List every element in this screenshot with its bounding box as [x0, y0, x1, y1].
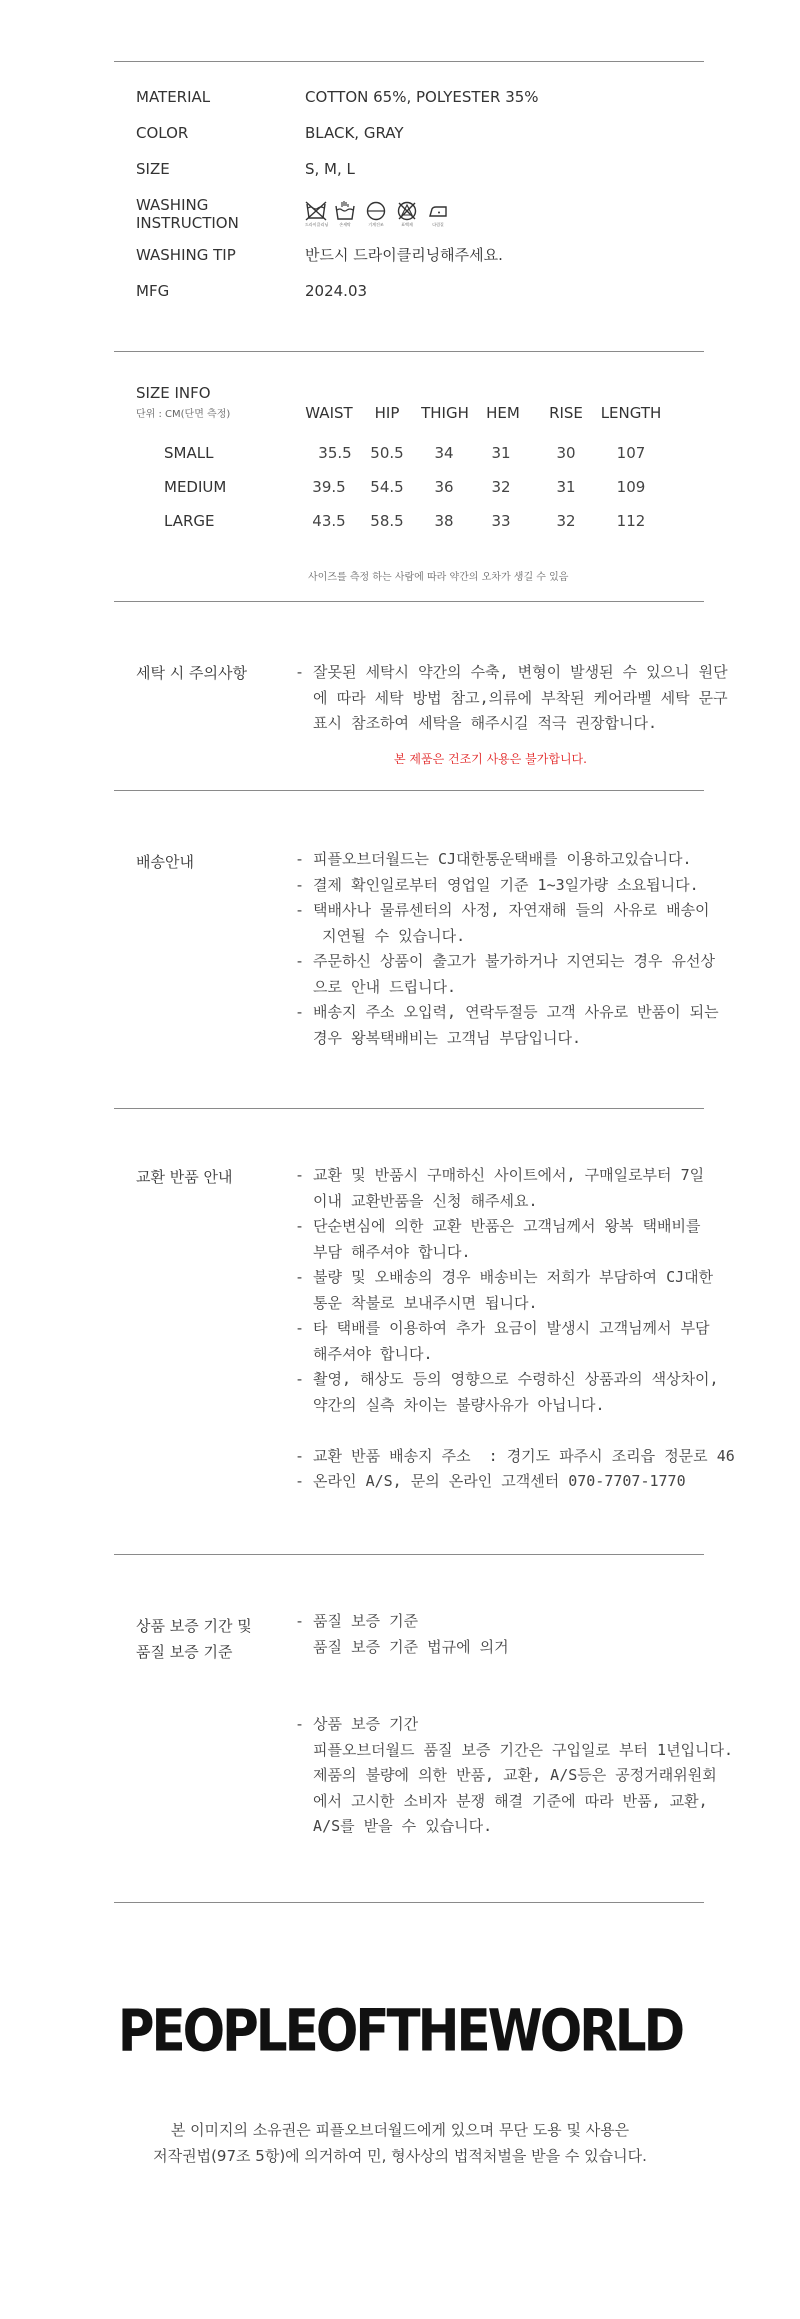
divider-exchange — [114, 1554, 704, 1555]
shipping-text: - 피플오브더월드는 CJ대한통운택배를 이용하고있습니다. - 결제 확인일로부터 영업일 기준 1~3일가량 소요됩니다. - 택배사나 물류센터의 사정, 자연재해 들의 사유로 배송이 지연될 수 있습니다. - 주문하신 상품이 출고가 불가하거나 지연되는 경우 유선상 으로 안내 드립니다. - 배송지 주소 오입력, 연락두절등 고객 사유로 반품이 되는 경우 왕복택배비는 고객님 부담입니다. — [295, 850, 719, 1047]
spec-label-washing-tip: WASHING TIP — [136, 246, 236, 264]
warranty-title: 상품 보증 기간 및 품질 보증 기준 — [136, 1617, 252, 1661]
spec-value-size: S, M, L — [305, 160, 355, 178]
exchange-title: 교환 반품 안내 — [136, 1168, 233, 1186]
divider-care — [114, 790, 704, 791]
size-cell: 109 — [616, 478, 646, 496]
divider-spec — [114, 351, 704, 352]
size-cell: 43.5 — [312, 512, 346, 530]
size-info-unit: 단위 : CM(단면 측정) — [136, 409, 231, 420]
size-cell: 36 — [434, 478, 454, 496]
spec-label-color: COLOR — [136, 124, 189, 142]
size-cell: 30 — [556, 444, 576, 462]
spec-label-washing-instruction: WASHING INSTRUCTION — [136, 196, 239, 232]
divider-shipping — [114, 1108, 704, 1109]
size-row-medium: MEDIUM — [164, 478, 227, 496]
size-info-title: SIZE INFO — [136, 384, 211, 402]
size-row-large: LARGE — [164, 512, 215, 530]
size-row-small: SMALL — [164, 444, 214, 462]
copyright-line-2: 저작권법(97조 5항)에 의거하여 민, 형사상의 법적처벌을 받을 수 있습니다. — [153, 2147, 647, 2165]
size-cell: 35.5 — [318, 444, 352, 462]
spec-label-mfg: MFG — [136, 282, 170, 300]
size-cell: 34 — [434, 444, 454, 462]
size-header-waist: WAIST — [305, 404, 353, 422]
brand-logo: PEOPLEOFTHEWORLD — [117, 1997, 683, 2065]
size-cell: 31 — [491, 444, 511, 462]
size-cell: 39.5 — [312, 478, 346, 496]
iron-low-icon: 다림질 — [427, 200, 449, 230]
size-cell: 58.5 — [370, 512, 404, 530]
spec-value-washing-tip: 반드시 드라이클리닝해주세요. — [305, 246, 503, 264]
size-cell: 33 — [491, 512, 511, 530]
size-cell: 50.5 — [370, 444, 404, 462]
size-info-note: 사이즈를 측정 하는 사람에 따라 약간의 오차가 생길 수 있음 — [308, 572, 569, 583]
size-cell: 31 — [556, 478, 576, 496]
care-text: - 잘못된 세탁시 약간의 수축, 변형이 발생된 수 있으니 원단 에 따라 세탁 방법 참고,의류에 부착된 케어라벨 세탁 문구 표시 참조하여 세탁을 해주시길 적극 권장합니다. — [295, 663, 728, 732]
spec-value-material: COTTON 65%, POLYESTER 35% — [305, 88, 539, 106]
size-cell: 107 — [616, 444, 646, 462]
size-cell: 54.5 — [370, 478, 404, 496]
spec-value-mfg: 2024.03 — [305, 282, 368, 300]
spec-label-material: MATERIAL — [136, 88, 211, 106]
warranty-text-period: - 상품 보증 기간 피플오브더월드 품질 보증 기간은 구입일로 부터 1년입니다. 제품의 불량에 의한 반품, 교환, A/S등은 공정거래위원회 에서 고시한 소비자 분쟁 해결 기준에 따라 반품, 교환, A/S를 받을 수 있습니다. — [295, 1715, 734, 1835]
shipping-title: 배송안내 — [136, 853, 194, 871]
no-bleach-icon: 표백제 — [396, 200, 418, 230]
no-tumble-dry-icon: 기계건조 — [365, 200, 387, 230]
size-header-hip: HIP — [374, 404, 400, 422]
spec-value-color: BLACK, GRAY — [305, 124, 404, 142]
size-header-hem: HEM — [486, 404, 520, 422]
copyright-line-1: 본 이미지의 소유권은 피플오브더월드에게 있으며 무단 도용 및 사용은 — [170, 2121, 630, 2139]
no-wash-icon: 드라이클리닝 — [305, 200, 327, 230]
divider-top — [114, 61, 704, 62]
divider-size — [114, 601, 704, 602]
exchange-text: - 교환 및 반품시 구매하신 사이트에서, 구매일로부터 7일 이내 교환반품을 신청 해주세요. - 단순변심에 의한 교환 반품은 고객님께서 왕복 택배비를 부담 해주셔야 합니다. - 불량 및 오배송의 경우 배송비는 저희가 부담하여 CJ대한 통운 착불로 보내주시면 됩니다. - 타 택배를 이용하여 추가 요금이 발생시 고객님께서 부담 해주셔야 합니다. - 촬영, 해상도 등의 영향으로 수령하신 상품과의 색상차이, 약간의 실측 차이는 불량사유가 아닙니다. - 교환 반품 배송지 주소 : 경기도 파주시 조리읍 정문로 46 - 온라인 A/S, 문의 온라인 고객센터 070-7707-1770 — [295, 1166, 735, 1490]
size-cell: 38 — [434, 512, 454, 530]
size-header-length: LENGTH — [600, 404, 662, 422]
size-header-rise: RISE — [549, 404, 583, 422]
spec-label-size: SIZE — [136, 160, 170, 178]
size-cell: 32 — [556, 512, 576, 530]
size-header-thigh: THIGH — [421, 404, 469, 422]
size-cell: 112 — [616, 512, 646, 530]
care-title: 세탁 시 주의사항 — [136, 664, 247, 682]
care-warning: 본 제품은 건조기 사용은 불가합니다. — [394, 752, 587, 766]
hand-wash-icon: 손세탁 — [334, 200, 356, 230]
size-cell: 32 — [491, 478, 511, 496]
warranty-text-quality: - 품질 보증 기준 품질 보증 기준 법규에 의거 — [295, 1612, 509, 1656]
divider-warranty — [114, 1902, 704, 1903]
